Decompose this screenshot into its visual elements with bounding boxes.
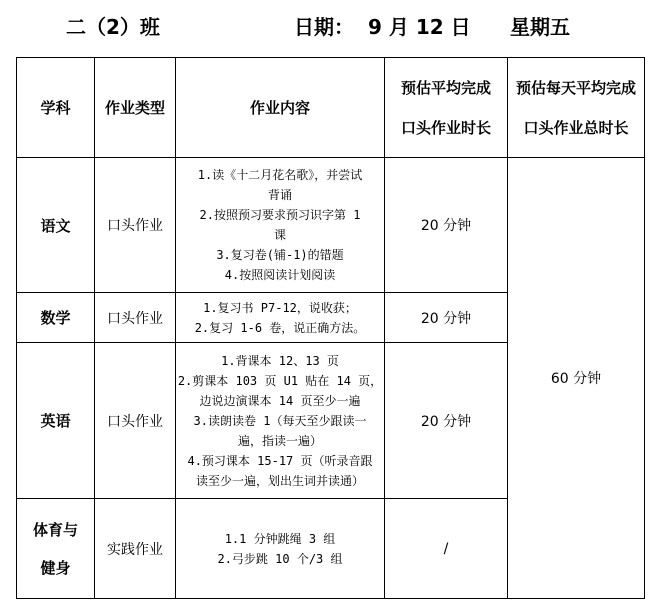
homework-table: [16, 57, 645, 599]
subject-english: 英语: [17, 343, 95, 499]
content-line: 2.剪课本 103 页 U1 贴在 14 页，: [177, 373, 383, 388]
col-header-daily-total-line1: 预估每天平均完成: [515, 78, 636, 97]
table-row: [17, 158, 645, 293]
content-line: 背诵: [267, 188, 292, 202]
homework-content: [176, 293, 385, 343]
col-header-content: 作业内容: [176, 58, 385, 158]
content-line: 边说边演课本 14 页至少一遍: [199, 393, 361, 408]
subject-pe-line2: 健身: [40, 558, 71, 577]
subject-pe-line1: 体育与: [32, 520, 78, 539]
col-header-type: 作业类型: [95, 58, 176, 158]
date-value: 9 月 12 日: [368, 15, 471, 39]
avg-time: 20 分钟: [385, 343, 508, 499]
content-line: 课: [273, 228, 286, 242]
avg-time: 20 分钟: [385, 293, 508, 343]
content-line: 1.背课本 12、13 页: [221, 353, 339, 368]
page-header: [0, 10, 662, 44]
daily-total-time: 60 分钟: [508, 158, 645, 599]
homework-type: 口头作业: [95, 158, 176, 293]
content-line: 遍，指读一遍）: [237, 433, 322, 448]
homework-type: 口头作业: [95, 343, 176, 499]
homework-content: [176, 499, 385, 599]
content-line: 1.复习书 P7-12，说收获；: [203, 300, 357, 315]
content-line: 1.读《十二月花名歌》，并尝试: [197, 168, 363, 182]
content-line: 2.复习 1-6 卷，说正确方法。: [194, 320, 366, 335]
content-line: 3.复习卷(铺-1)的错题: [216, 248, 344, 262]
content-line: 2.弓步跳 10 个/3 组: [217, 551, 343, 566]
table-header-row: [17, 58, 645, 158]
date-label: 日期：: [294, 15, 354, 39]
content-line: 1.1 分钟跳绳 3 组: [224, 531, 336, 546]
col-header-avg-time-line1: 预估平均完成: [400, 78, 491, 97]
avg-time: 20 分钟: [385, 158, 508, 293]
content-line: 2.按照预习要求预习识字第 1: [199, 208, 361, 222]
avg-time: /: [385, 499, 508, 599]
col-header-avg-time-line2: 口头作业时长: [400, 118, 491, 137]
content-line: 3.读朗读卷 1（每天至少跟读一: [193, 413, 367, 428]
homework-type: 实践作业: [95, 499, 176, 599]
subject-pe: [17, 499, 95, 599]
col-header-daily-total-line2: 口头作业总时长: [523, 118, 629, 137]
homework-type: 口头作业: [95, 293, 176, 343]
col-header-avg-time: [385, 58, 508, 158]
content-line: 读至少一遍，划出生词并读通）: [195, 473, 364, 488]
col-header-subject: 学科: [17, 58, 95, 158]
col-header-daily-total: [508, 58, 645, 158]
subject-math: 数学: [17, 293, 95, 343]
subject-chinese: 语文: [17, 158, 95, 293]
homework-content: [176, 158, 385, 293]
weekday: 星期五: [510, 15, 570, 39]
class-name: 二（2）班: [66, 15, 160, 39]
homework-content: [176, 343, 385, 499]
content-line: 4.预习课本 15-17 页（听录音跟: [187, 453, 373, 468]
content-line: 4.按照阅读计划阅读: [224, 268, 336, 282]
